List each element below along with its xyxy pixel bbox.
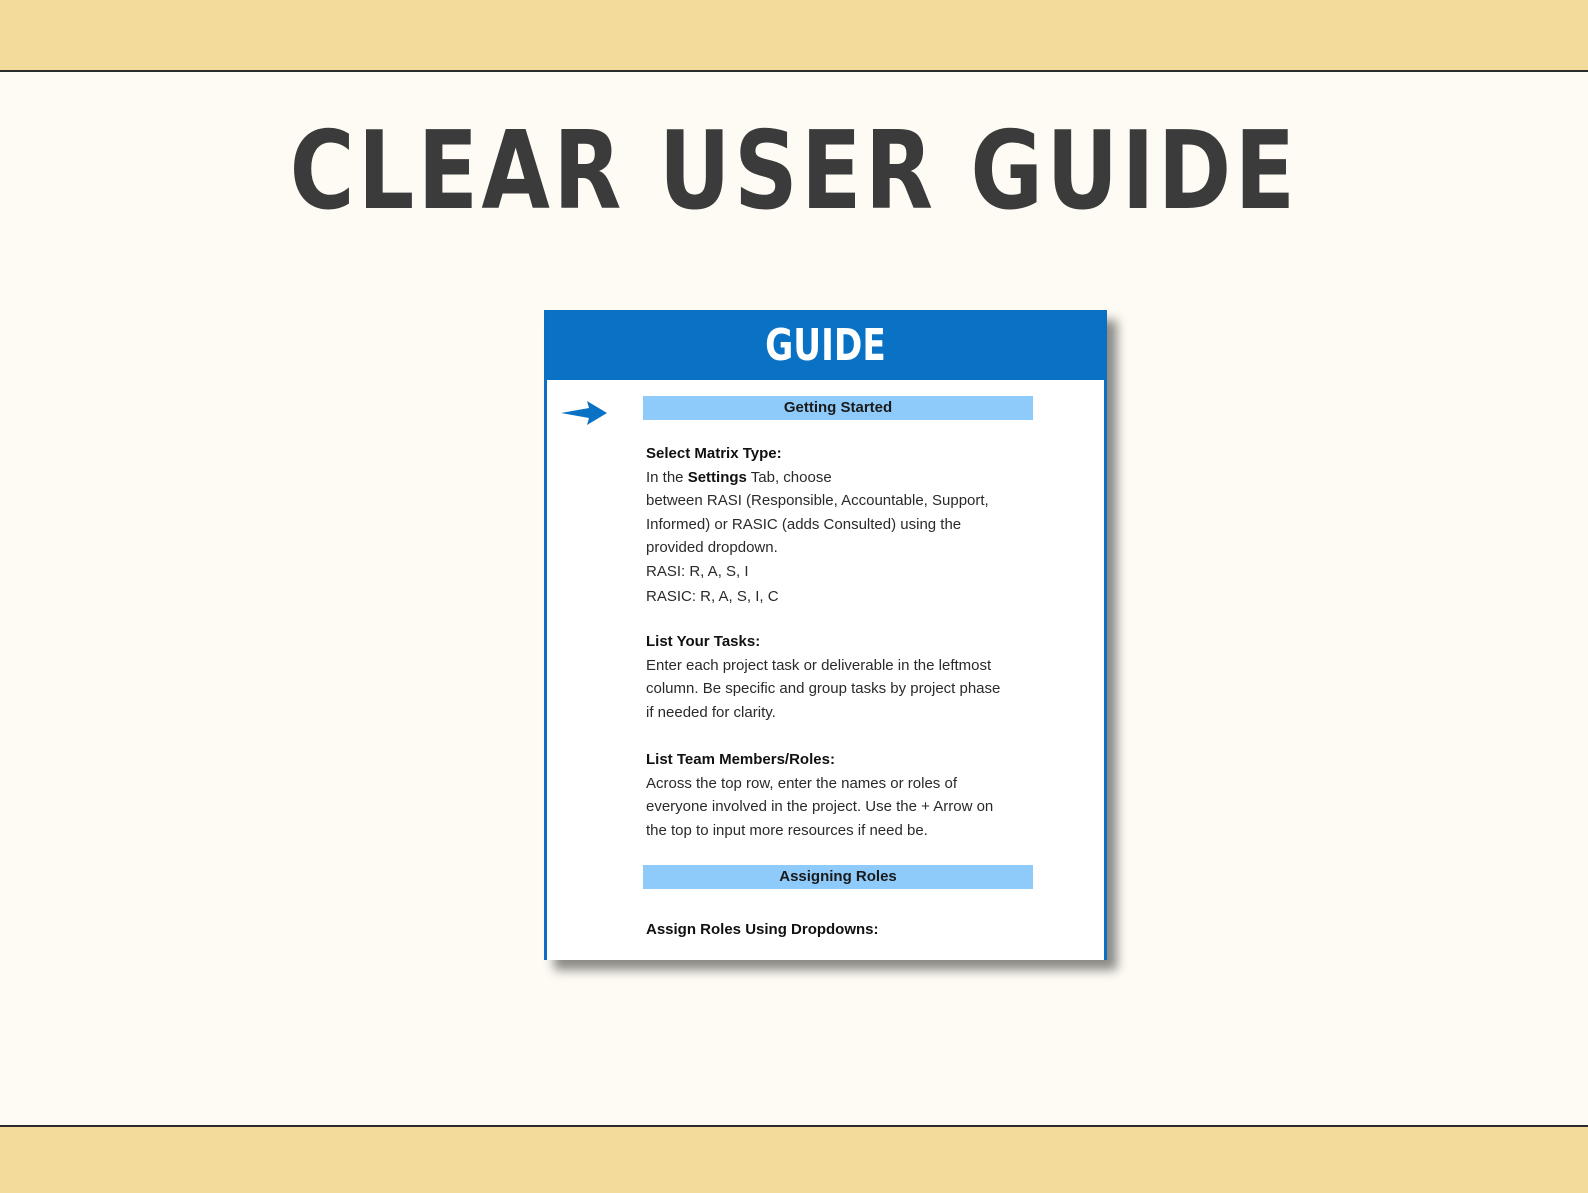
select-matrix-line: Informed) or RASIC (adds Consulted) using the xyxy=(646,515,962,533)
list-members-block xyxy=(646,748,1036,842)
assign-dropdowns-block xyxy=(646,918,1036,942)
list-tasks-line: column. Be specific and group tasks by project phase xyxy=(646,680,1001,697)
assign-dropdowns-heading: Assign Roles Using Dropdowns: xyxy=(646,921,879,938)
list-members-heading: List Team Members/Roles: xyxy=(646,751,835,768)
page-headline: CLEAR USER GUIDE xyxy=(289,109,1299,234)
guide-header xyxy=(547,310,1104,380)
select-matrix-line xyxy=(646,466,1036,490)
select-matrix-block xyxy=(646,442,1036,609)
right-arrow-icon xyxy=(559,398,609,428)
select-matrix-line: RASIC: R, A, S, I, C xyxy=(646,588,779,605)
list-tasks-line: Enter each project task or deliverable in the leftmost xyxy=(646,656,992,674)
guide-title: GUIDE xyxy=(765,320,886,371)
select-matrix-line1-pre: In the xyxy=(646,468,688,486)
guide-document xyxy=(544,310,1107,960)
top-band xyxy=(0,0,1588,72)
list-members-line: everyone involved in the project. Use the + Arrow on xyxy=(646,798,994,815)
section-assigning-roles: Assigning Roles xyxy=(643,865,1033,889)
list-tasks-line: if needed for clarity. xyxy=(646,703,776,721)
select-matrix-line: provided dropdown. xyxy=(646,539,778,556)
list-members-line: the top to input more resources if need be. xyxy=(646,821,928,839)
select-matrix-heading: Select Matrix Type: xyxy=(646,445,782,462)
list-tasks-block xyxy=(646,630,1036,724)
list-members-line: Across the top row, enter the names or roles of xyxy=(646,774,957,792)
settings-tab-reference: Settings xyxy=(687,468,747,486)
select-matrix-line1-post: Tab, choose xyxy=(746,468,832,486)
select-matrix-line: between RASI (Responsible, Accountable, Support, xyxy=(646,492,989,509)
select-matrix-line: RASI: R, A, S, I xyxy=(646,562,749,580)
section-getting-started: Getting Started xyxy=(643,396,1033,420)
list-tasks-heading: List Your Tasks: xyxy=(646,633,761,650)
bottom-band xyxy=(0,1125,1588,1193)
